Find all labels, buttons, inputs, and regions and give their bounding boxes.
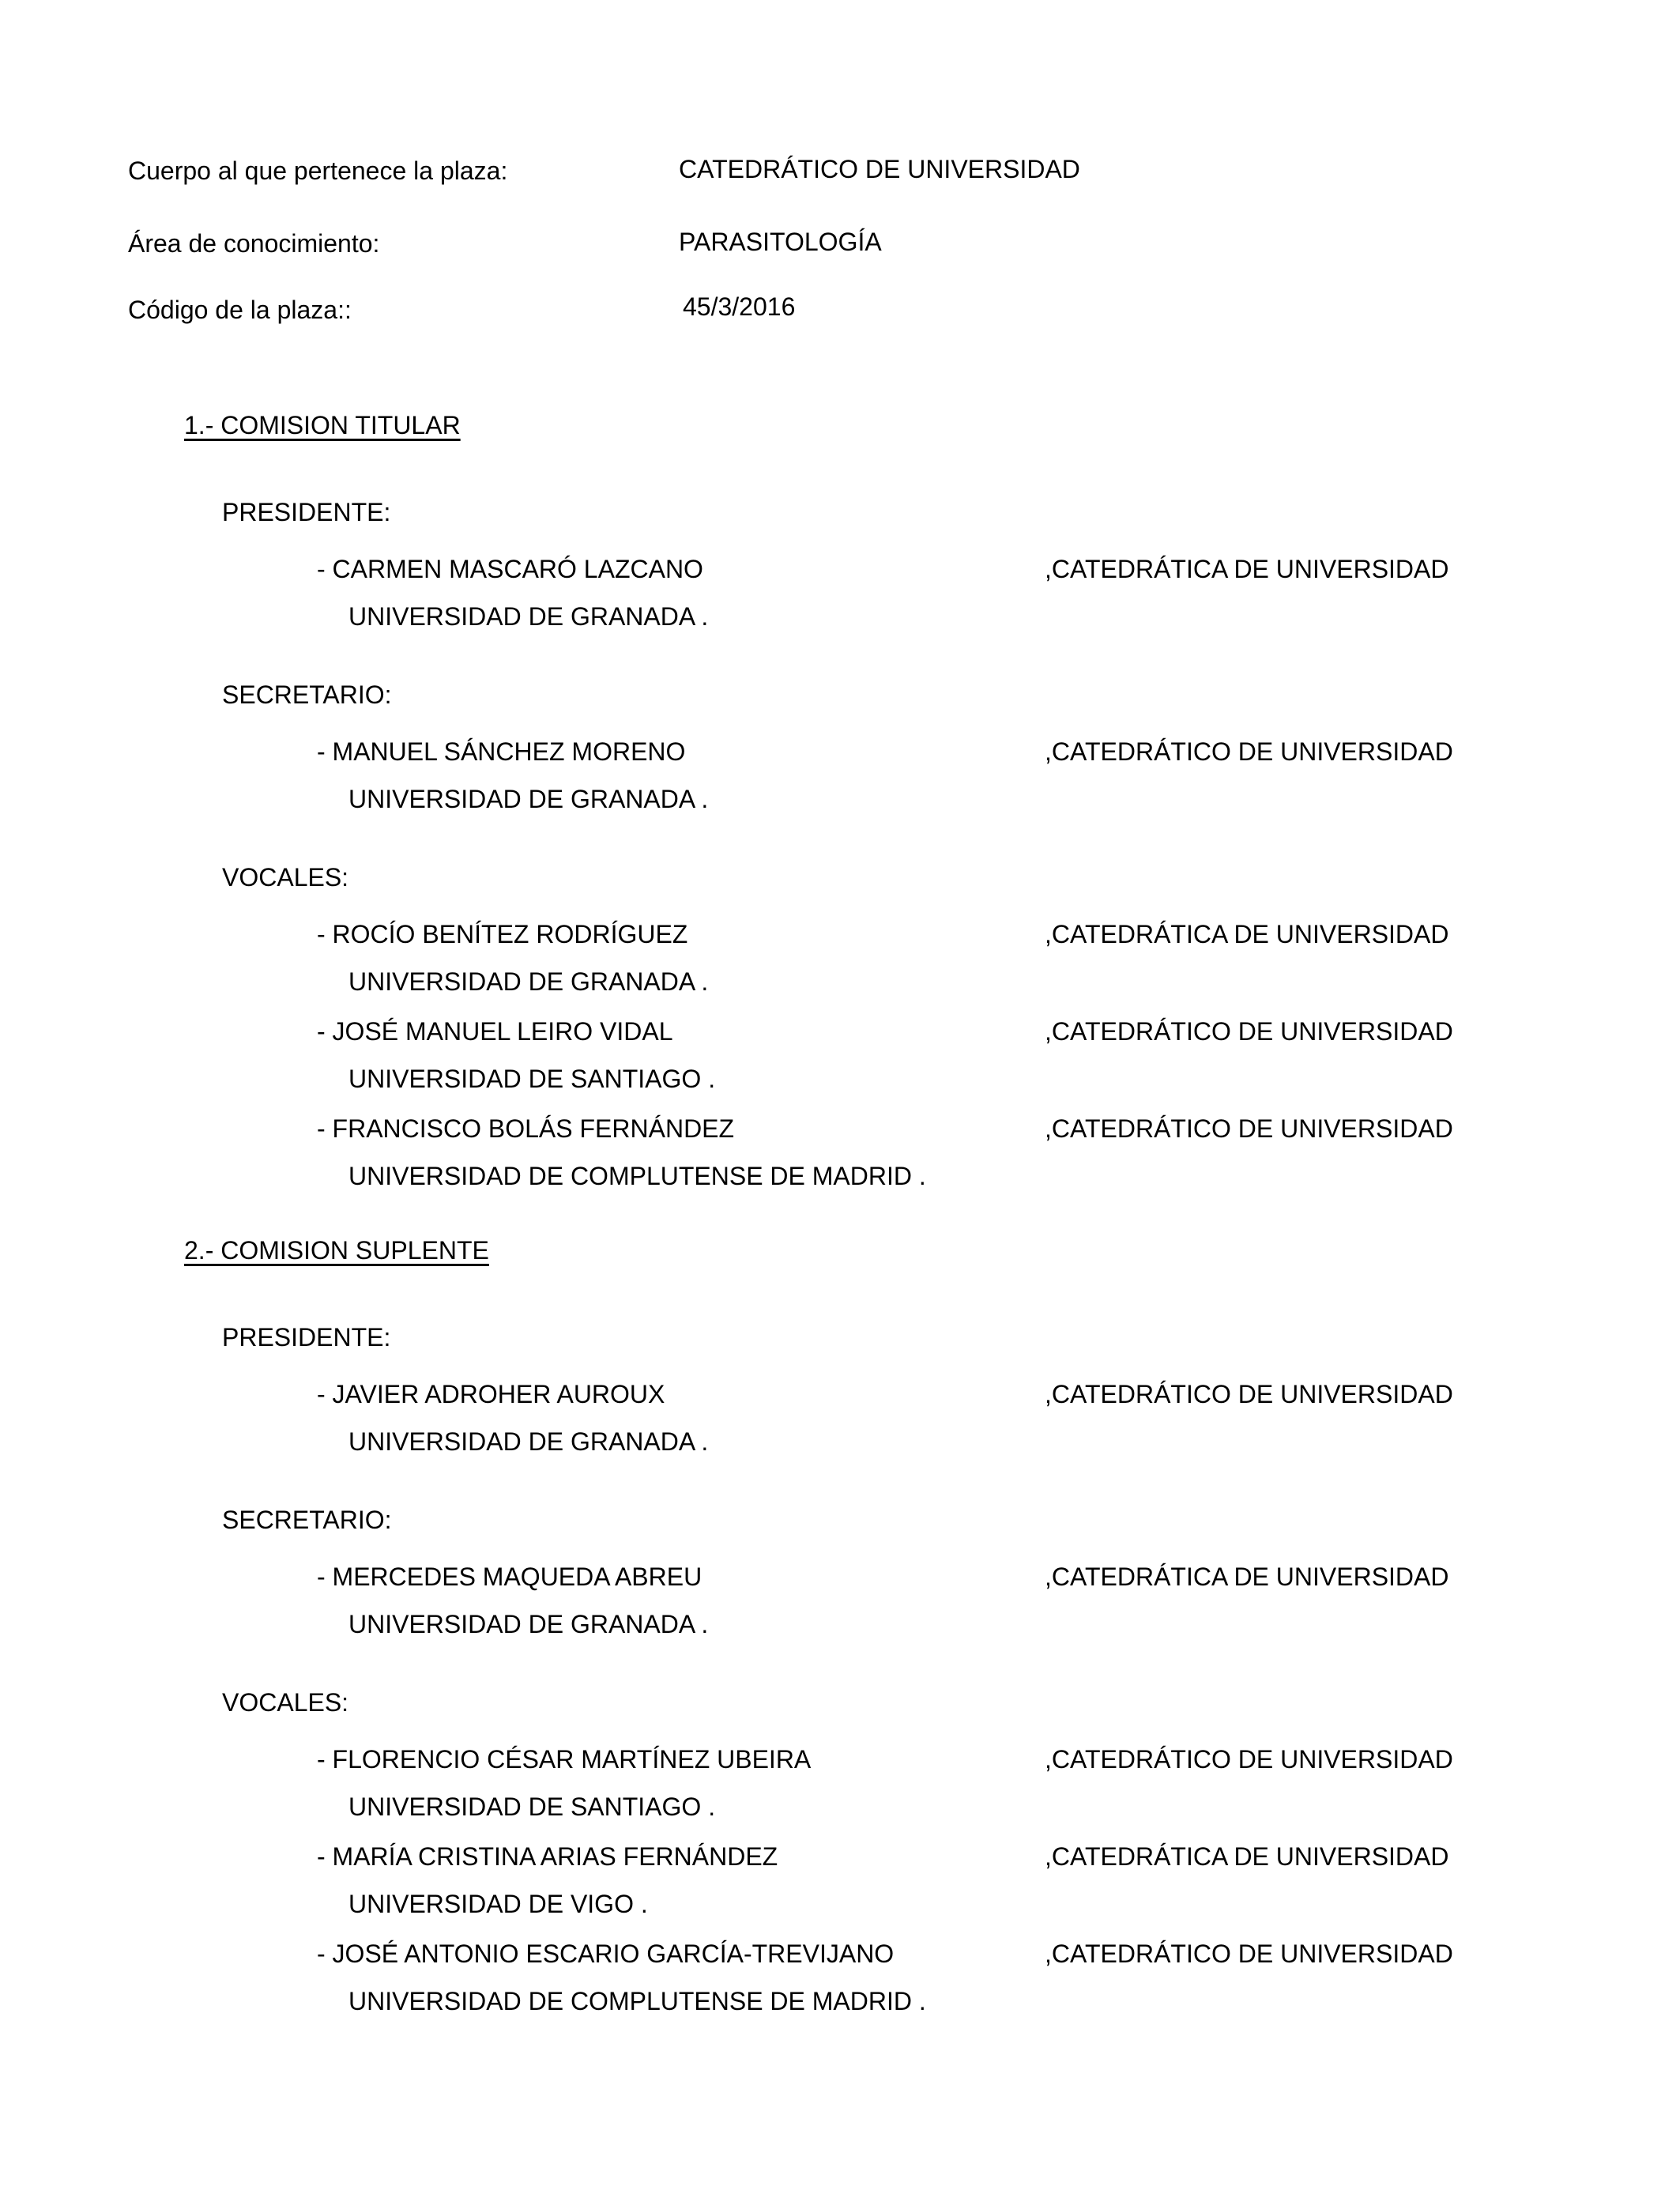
titular-presidente-name: - CARMEN MASCARÓ LAZCANO: [317, 555, 703, 583]
titular-vocal-university: UNIVERSIDAD DE COMPLUTENSE DE MADRID .: [348, 1162, 926, 1190]
titular-vocales-label: VOCALES:: [222, 863, 349, 892]
suplente-presidente-title: ,CATEDRÁTICO DE UNIVERSIDAD: [1045, 1380, 1453, 1408]
codigo-value: 45/3/2016: [683, 292, 796, 321]
cuerpo-value: CATEDRÁTICO DE UNIVERSIDAD: [679, 155, 1080, 183]
suplente-vocal-name: - FLORENCIO CÉSAR MARTÍNEZ UBEIRA: [317, 1745, 812, 1774]
titular-vocal-name: - ROCÍO BENÍTEZ RODRÍGUEZ: [317, 920, 688, 948]
titular-vocal-title: ,CATEDRÁTICA DE UNIVERSIDAD: [1045, 920, 1449, 948]
titular-heading: 1.- COMISION TITULAR: [184, 411, 461, 439]
titular-presidente-university: UNIVERSIDAD DE GRANADA .: [348, 602, 709, 631]
codigo-label: Código de la plaza::: [128, 296, 352, 324]
titular-vocal-university: UNIVERSIDAD DE SANTIAGO .: [348, 1065, 716, 1093]
suplente-vocal-title: ,CATEDRÁTICO DE UNIVERSIDAD: [1045, 1745, 1453, 1774]
suplente-secretario-title: ,CATEDRÁTICA DE UNIVERSIDAD: [1045, 1563, 1449, 1591]
titular-presidente-title: ,CATEDRÁTICA DE UNIVERSIDAD: [1045, 555, 1449, 583]
suplente-vocal-university: UNIVERSIDAD DE COMPLUTENSE DE MADRID .: [348, 1987, 926, 2015]
cuerpo-label: Cuerpo al que pertenece la plaza:: [128, 156, 508, 185]
suplente-vocal-name: - MARÍA CRISTINA ARIAS FERNÁNDEZ: [317, 1842, 778, 1871]
suplente-presidente-label: PRESIDENTE:: [222, 1323, 391, 1351]
suplente-secretario-university: UNIVERSIDAD DE GRANADA .: [348, 1610, 709, 1638]
suplente-vocal-name: - JOSÉ ANTONIO ESCARIO GARCÍA-TREVIJANO: [317, 1940, 895, 1968]
suplente-presidente-name: - JAVIER ADROHER AUROUX: [317, 1380, 665, 1408]
titular-vocal-name: - JOSÉ MANUEL LEIRO VIDAL: [317, 1017, 673, 1046]
titular-secretario-title: ,CATEDRÁTICO DE UNIVERSIDAD: [1045, 737, 1453, 766]
suplente-presidente-university: UNIVERSIDAD DE GRANADA .: [348, 1427, 709, 1456]
suplente-vocal-title: ,CATEDRÁTICO DE UNIVERSIDAD: [1045, 1940, 1453, 1968]
titular-secretario-name: - MANUEL SÁNCHEZ MORENO: [317, 737, 686, 766]
area-value: PARASITOLOGÍA: [679, 228, 882, 256]
titular-vocal-university: UNIVERSIDAD DE GRANADA .: [348, 967, 709, 996]
titular-presidente-label: PRESIDENTE:: [222, 498, 391, 526]
area-label: Área de conocimiento:: [128, 229, 380, 258]
suplente-secretario-label: SECRETARIO:: [222, 1506, 392, 1534]
suplente-secretario-name: - MERCEDES MAQUEDA ABREU: [317, 1563, 703, 1591]
titular-secretario-label: SECRETARIO:: [222, 680, 392, 709]
titular-vocal-title: ,CATEDRÁTICO DE UNIVERSIDAD: [1045, 1017, 1453, 1046]
suplente-vocal-university: UNIVERSIDAD DE SANTIAGO .: [348, 1793, 716, 1821]
titular-vocal-title: ,CATEDRÁTICO DE UNIVERSIDAD: [1045, 1114, 1453, 1143]
suplente-vocales-label: VOCALES:: [222, 1688, 349, 1717]
titular-vocal-name: - FRANCISCO BOLÁS FERNÁNDEZ: [317, 1114, 735, 1143]
suplente-heading: 2.- COMISION SUPLENTE: [184, 1236, 489, 1265]
titular-secretario-university: UNIVERSIDAD DE GRANADA .: [348, 785, 709, 813]
suplente-vocal-university: UNIVERSIDAD DE VIGO .: [348, 1890, 648, 1918]
suplente-vocal-title: ,CATEDRÁTICA DE UNIVERSIDAD: [1045, 1842, 1449, 1871]
